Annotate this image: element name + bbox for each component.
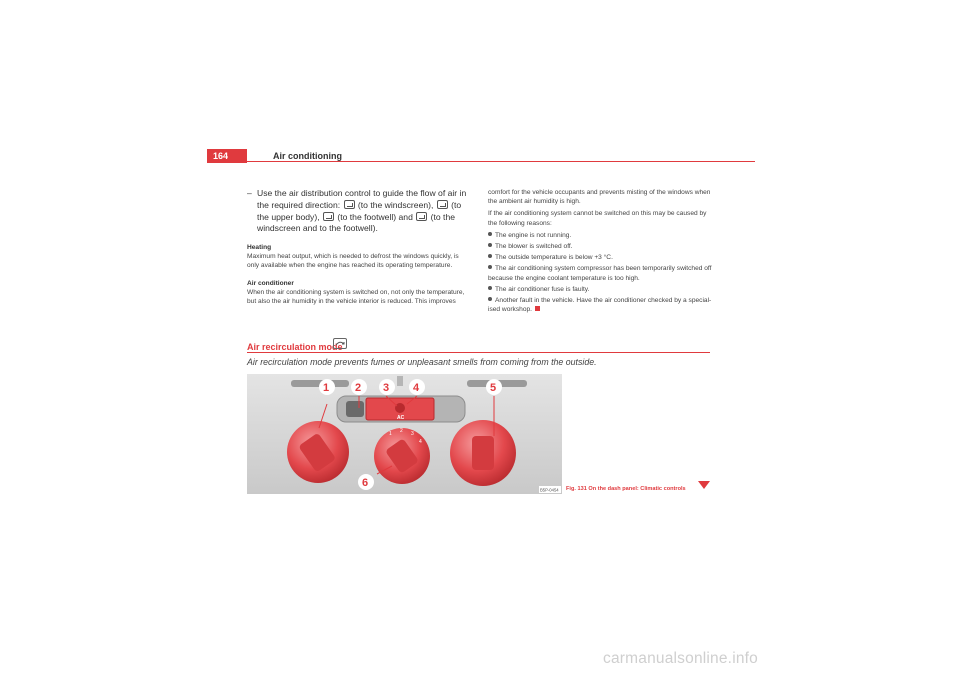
reason-item: The blower is switched off. <box>488 242 713 251</box>
windscreen-footwell-icon <box>416 212 427 221</box>
column-left <box>247 188 472 306</box>
figure-code: B5P-0454 <box>540 487 559 493</box>
left-switch[interactable] <box>346 401 364 417</box>
air-conditioner-heading: Air conditioner <box>247 279 294 287</box>
running-head: Air conditioning <box>273 151 342 161</box>
bullet-dot-icon <box>488 286 492 290</box>
reason-item: Another fault in the vehicle. Have the air conditioner checked by a special-ised workshop. <box>488 297 712 314</box>
bullet-dot-icon <box>488 232 492 236</box>
instruction-step <box>247 188 472 235</box>
header-rule <box>207 161 755 162</box>
section-intro: Air recirculation mode prevents fumes or unpleasant smells from coming from the outside. <box>247 357 597 367</box>
footwell-icon <box>323 212 334 221</box>
section-title: Air recirculation mode <box>247 342 343 352</box>
continued-paragraph: comfort for the vehicle occupants and prevents misting of the windows when the ambient air humidity is high. <box>488 189 711 206</box>
reason-item: The air conditioning system compressor has been temporarily switched off because the engine coolant temperature is too high. <box>488 265 712 282</box>
ac-label: AC <box>397 415 405 421</box>
reason-item: The engine is not running. <box>488 231 713 240</box>
callout-number: 6 <box>362 477 369 489</box>
step-text-2: (to the windscreen), <box>355 199 436 210</box>
dial-number: 3 <box>411 431 414 437</box>
reasons-intro: If the air conditioning system cannot be switched on this may be caused by the following reasons: <box>488 210 707 227</box>
reason-item: The outside temperature is below +3 °C. <box>488 253 713 262</box>
page-number: 164 <box>207 149 247 163</box>
reason-item: The air conditioner fuse is faulty. <box>488 285 713 294</box>
bullet-dot-icon <box>488 297 492 301</box>
step-text-5: (to the windscreen and to the footwell). <box>257 211 456 234</box>
recirculation-arrow-icon <box>334 339 346 348</box>
bullet-dot-icon <box>488 265 492 269</box>
next-page-arrow-icon[interactable] <box>698 481 710 489</box>
step-text-4: (to the footwell) and <box>334 211 416 222</box>
callout-number: 1 <box>323 382 330 394</box>
dial-number: 4 <box>419 439 422 445</box>
step-text-1: Use the air distribution control to guide the flow of air in the required direction: <box>257 188 467 210</box>
step-dash: – <box>247 188 252 198</box>
heating-heading: Heating <box>247 244 272 252</box>
callout-number: 5 <box>490 382 497 394</box>
bullet-dot-icon <box>488 243 492 247</box>
end-of-section-icon <box>535 306 540 311</box>
watermark: carmanualsonline.info <box>603 650 758 667</box>
heating-paragraph: Maximum heat output, which is needed to defrost the windows quickly, is only available when the engine has reached its operating temperature. <box>247 253 459 270</box>
column-right <box>488 188 713 314</box>
ac-button[interactable] <box>395 403 405 413</box>
callout-number: 2 <box>355 382 362 394</box>
callout-number: 3 <box>383 382 390 394</box>
recirculation-icon <box>333 338 347 349</box>
bullet-dot-icon <box>488 254 492 258</box>
dial-number: 1 <box>389 431 392 437</box>
figure-caption: Fig. 131 On the dash panel: Climatic controls <box>566 486 686 492</box>
step-text-3: (to the upper body), <box>257 199 462 222</box>
air-conditioner-paragraph: When the air conditioning system is switched on, not only the temperature, but also the air humidity in the vehicle interior is reduced. This improves <box>247 288 465 305</box>
upper-body-icon <box>437 200 448 209</box>
section-rule <box>247 352 710 353</box>
dial-number: 2 <box>400 428 403 434</box>
climate-controls-figure <box>247 374 562 494</box>
windscreen-icon <box>344 200 355 209</box>
callout-number: 4 <box>413 382 420 394</box>
climate-controls-illustration <box>247 374 562 494</box>
